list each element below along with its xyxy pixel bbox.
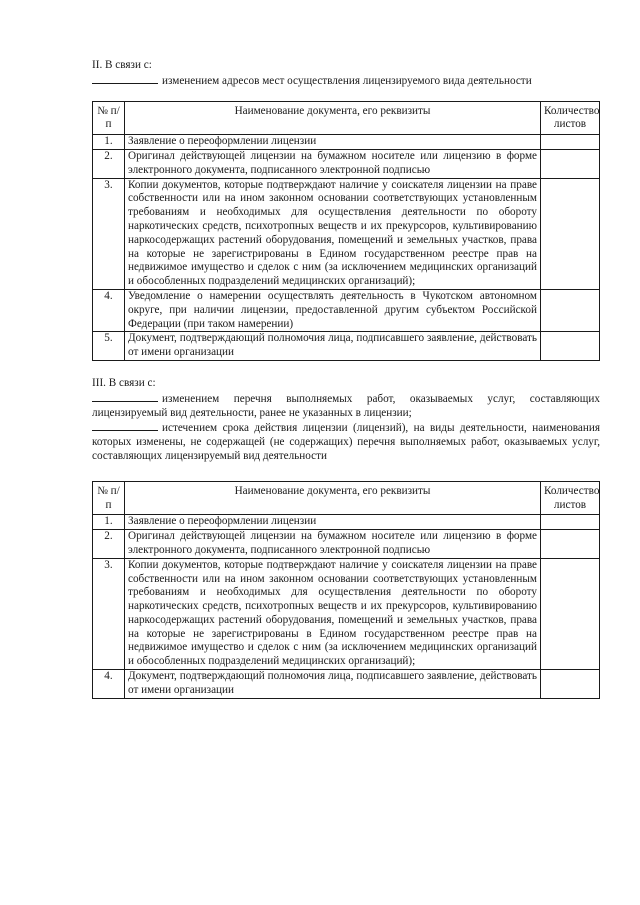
section-3 — [92, 377, 600, 699]
row-number: 3. — [93, 558, 125, 669]
fill-in-blank[interactable] — [92, 73, 158, 84]
row-number: 1. — [93, 515, 125, 530]
header-document-name: Наименование документа, его реквизиты — [125, 481, 541, 515]
row-number: 3. — [93, 178, 125, 289]
choice-text: изменением адресов мест осуществления лицензируемого вида деятельности — [162, 74, 532, 87]
row-document: Заявление о переоформлении лицензии — [125, 515, 541, 530]
documents-table-section-2 — [92, 101, 600, 361]
row-count-cell[interactable] — [541, 135, 600, 150]
table-row — [93, 558, 600, 669]
row-count-cell[interactable] — [541, 289, 600, 331]
row-number: 4. — [93, 289, 125, 331]
section-2 — [92, 59, 600, 361]
table-row — [93, 135, 600, 150]
row-document: Оригинал действующей лицензии на бумажном носителе или лицензию в форме электронного документа, подписанного электронной подписью — [125, 530, 541, 559]
header-number: № п/п — [93, 481, 125, 515]
table-row — [93, 178, 600, 289]
documents-table-section-3 — [92, 481, 600, 699]
fill-in-blank[interactable] — [92, 420, 158, 431]
row-number: 5. — [93, 332, 125, 361]
section-2-heading: II. В связи с: — [92, 59, 152, 71]
choice-text: изменением перечня выполняемых работ, оказываемых услуг, составляющих лицензируемый вид деятельности, ранее не указанных в лицензии; — [92, 392, 600, 419]
row-count-cell[interactable] — [541, 558, 600, 669]
row-count-cell[interactable] — [541, 178, 600, 289]
row-number: 2. — [93, 149, 125, 178]
choice-text: истечением срока действия лицензии (лицензий), на виды деятельности, наименования которых изменены, не содержащей (не содержащих) перечня выполняемых работ, оказываемых услуг, составляющих лицензируемый вид деятельности — [92, 422, 600, 462]
header-document-name: Наименование документа, его реквизиты — [125, 101, 541, 135]
row-count-cell[interactable] — [541, 332, 600, 361]
table-row — [93, 289, 600, 331]
section-2-choice-1 — [92, 73, 600, 89]
fill-in-blank[interactable] — [92, 391, 158, 402]
row-document: Документ, подтверждающий полномочия лица, подписавшего заявление, действовать от имени организации — [125, 670, 541, 699]
table-header-row — [93, 101, 600, 135]
row-count-cell[interactable] — [541, 515, 600, 530]
row-document: Заявление о переоформлении лицензии — [125, 135, 541, 150]
row-count-cell[interactable] — [541, 149, 600, 178]
table-row — [93, 149, 600, 178]
row-document: Уведомление о намерении осуществлять деятельность в Чукотском автономном округе, при наличии лицензии, предоставленной другим субъектом Российской Федерации (при таком намерении) — [125, 289, 541, 331]
row-document: Копии документов, которые подтверждают наличие у соискателя лицензии на праве собственности или на ином законном основании соответствующих установленным требованиям и необходимых для осуществления деятельности по обороту наркотических средств, психотропных веществ и их прекурсоров, культивированию наркосодержащих растений оборудования, помещений и земельных участков, права на которые не зарегистрированы в Едином государственном реестре прав на недвижимое имущество и сделок с ним (за исключением медицинских организаций и обособленных подразделений медицинских организаций); — [125, 178, 541, 289]
table-row — [93, 515, 600, 530]
row-document: Оригинал действующей лицензии на бумажном носителе или лицензию в форме электронного документа, подписанного электронной подписью — [125, 149, 541, 178]
section-3-heading: III. В связи с: — [92, 376, 156, 389]
row-number: 4. — [93, 670, 125, 699]
document-page — [92, 59, 600, 699]
row-count-cell[interactable] — [541, 530, 600, 559]
row-number: 2. — [93, 530, 125, 559]
section-3-choice-1 — [92, 391, 600, 421]
row-document: Копии документов, которые подтверждают наличие у соискателя лицензии на праве собственности или на ином законном основании соответствующих установленным требованиям и необходимых для осуществления деятельности по обороту наркотических средств, психотропных веществ и их прекурсоров, культивированию наркосодержащих растений оборудования, помещений и земельных участков, права на которые не зарегистрированы в Едином государственном реестре прав на недвижимое имущество и сделок с ним (за исключением медицинских организаций и обособленных подразделений медицинских организаций); — [125, 558, 541, 669]
table-row — [93, 670, 600, 699]
table-header-row — [93, 481, 600, 515]
row-document: Документ, подтверждающий полномочия лица, подписавшего заявление, действовать от имени организации — [125, 332, 541, 361]
section-3-choice-2 — [92, 420, 600, 463]
row-count-cell[interactable] — [541, 670, 600, 699]
header-number: № п/п — [93, 101, 125, 135]
row-number: 1. — [93, 135, 125, 150]
header-sheet-count: Количество листов — [541, 101, 600, 135]
table-row — [93, 530, 600, 559]
header-sheet-count: Количество листов — [541, 481, 600, 515]
table-row — [93, 332, 600, 361]
